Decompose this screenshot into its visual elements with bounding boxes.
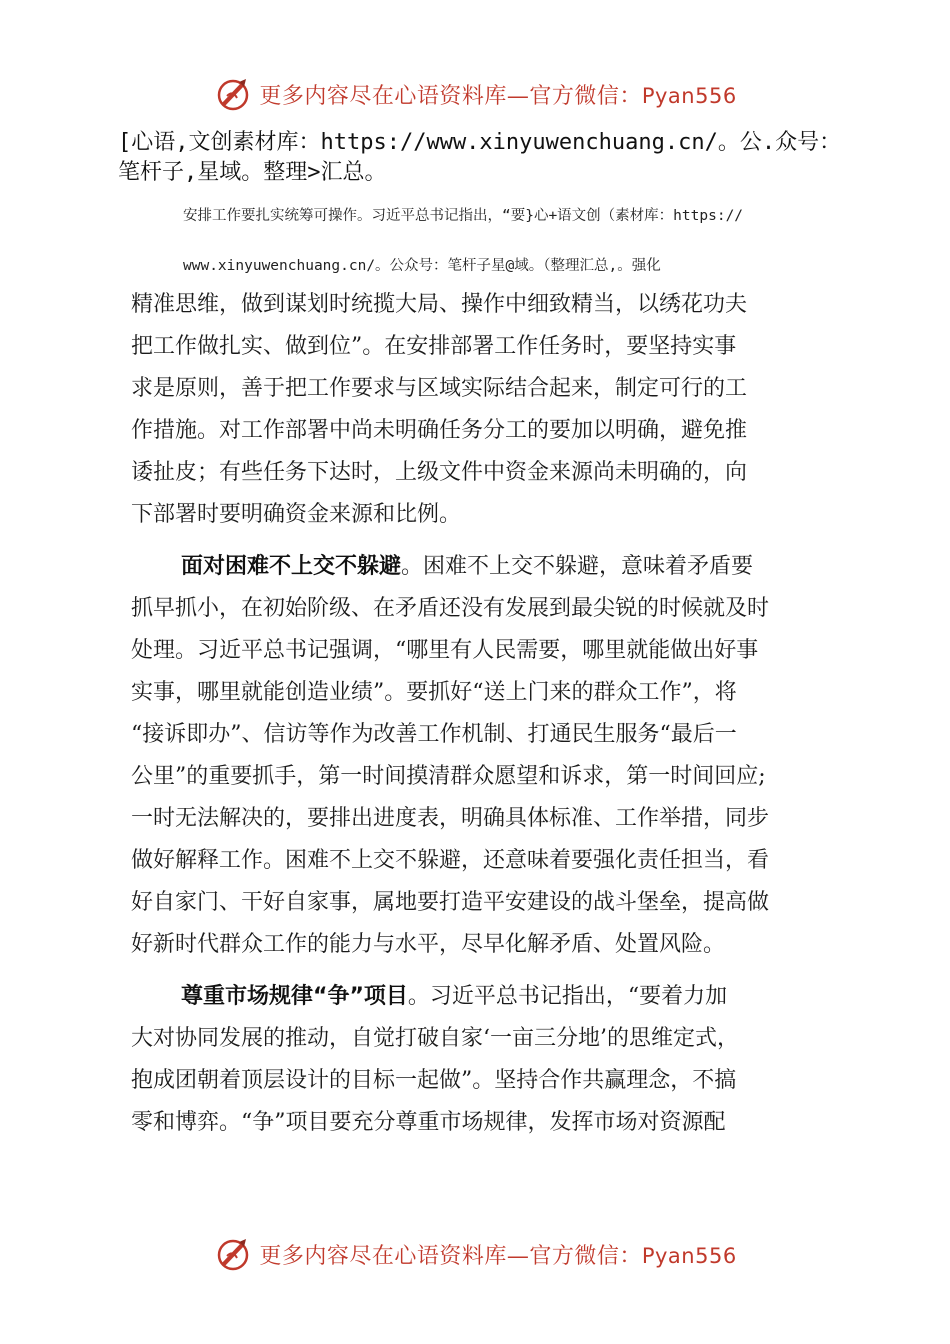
text-line bbox=[131, 976, 861, 1018]
paragraph-3 bbox=[131, 976, 861, 1144]
banner-wechat-id: Pyan556 bbox=[641, 83, 737, 108]
text-line: “接诉即办”、信访等作为改善工作机制、打通民生服务“最后一 bbox=[131, 722, 737, 747]
text-run: 。习近平总书记指出，“要着力加 bbox=[407, 984, 728, 1009]
document-body bbox=[131, 284, 861, 1144]
text-line: 作措施。对工作部署中尚未明确任务分工的要加以明确，避免推 bbox=[131, 418, 748, 443]
pen-logo-icon bbox=[213, 1234, 253, 1274]
source-note bbox=[118, 128, 878, 188]
header-banner bbox=[0, 72, 950, 116]
footer-banner bbox=[0, 1232, 950, 1276]
text-line: 处理。习近平总书记强调，“哪里有人民需要，哪里就能做出好事 bbox=[131, 638, 759, 663]
text-line: 精准思维，做到谋划时统揽大局、操作中细致精当，以绣花功夫 bbox=[131, 292, 748, 317]
text-line: 做好解释工作。困难不上交不躲避，还意味着要强化责任担当，看 bbox=[131, 848, 770, 873]
text-line: 公里”的重要抓手，第一时间摸清群众愿望和诉求，第一时间回应; bbox=[131, 764, 766, 789]
text-line: 下部署时要明确资金来源和比例。 bbox=[131, 502, 462, 527]
text-line: 抓早抓小，在初始阶级、在矛盾还没有发展到最尖锐的时候就及时 bbox=[131, 596, 770, 621]
text-line: 把工作做扎实、做到位”。在安排部署工作任务时，要坚持实事 bbox=[131, 334, 737, 359]
paragraph-heading: 尊重市场规律“争”项目 bbox=[181, 984, 408, 1009]
text-line: 零和博弈。“争”项目要充分尊重市场规律，发挥市场对资源配 bbox=[131, 1110, 726, 1135]
banner-wechat-id: Pyan556 bbox=[641, 1243, 737, 1268]
text-line: 好自家门、干好自家事，属地要打造平安建设的战斗堡垒，提高做 bbox=[131, 890, 770, 915]
text-line: 一时无法解决的，要排出进度表，明确具体标准、工作举措，同步 bbox=[131, 806, 770, 831]
banner-text bbox=[259, 79, 736, 110]
text-line: 求是原则，善于把工作要求与区域实际结合起来，制定可行的工 bbox=[131, 376, 748, 401]
text-line: 抱成团朝着顶层设计的目标一起做”。坚持合作共赢理念，不搞 bbox=[131, 1068, 737, 1093]
text-line bbox=[131, 546, 861, 588]
inserted-note-line: www.xinyuwenchuang.cn/。公众号：笔杆子星@域。（整理汇总,。强化 bbox=[183, 258, 661, 274]
text-line: 诿扯皮；有些任务下达时，上级文件中资金来源尚未明确的，向 bbox=[131, 460, 748, 485]
paragraph-2 bbox=[131, 546, 861, 966]
banner-text bbox=[259, 1239, 736, 1270]
text-line: 好新时代群众工作的能力与水平，尽早化解矛盾、处置风险。 bbox=[131, 932, 726, 957]
banner-caption: 更多内容尽在心语资料库—官方微信： bbox=[259, 83, 642, 109]
text-line: 大对协同发展的推动，自觉打破自家‘一亩三分地’的思维定式， bbox=[131, 1026, 739, 1051]
pen-logo-icon bbox=[213, 74, 253, 114]
inserted-note-line: 安排工作要扎实统筹可操作。习近平总书记指出，“要}心+语文创（素材库：https:// bbox=[183, 208, 744, 224]
paragraph-1 bbox=[131, 284, 861, 536]
banner-caption: 更多内容尽在心语资料库—官方微信： bbox=[259, 1243, 642, 1269]
paragraph-heading: 面对困难不上交不躲避 bbox=[181, 554, 402, 579]
source-note-line: [心语,文创素材库：https://www.xinyuwenchuang.cn/。公.众号： bbox=[118, 130, 842, 155]
text-line: 实事，哪里就能创造业绩”。要抓好“送上门来的群众工作”，将 bbox=[131, 680, 737, 705]
source-note-line: 笔杆子,星域。整理>汇总。 bbox=[118, 160, 387, 185]
text-run: 。困难不上交不躲避，意味着矛盾要 bbox=[401, 554, 754, 579]
